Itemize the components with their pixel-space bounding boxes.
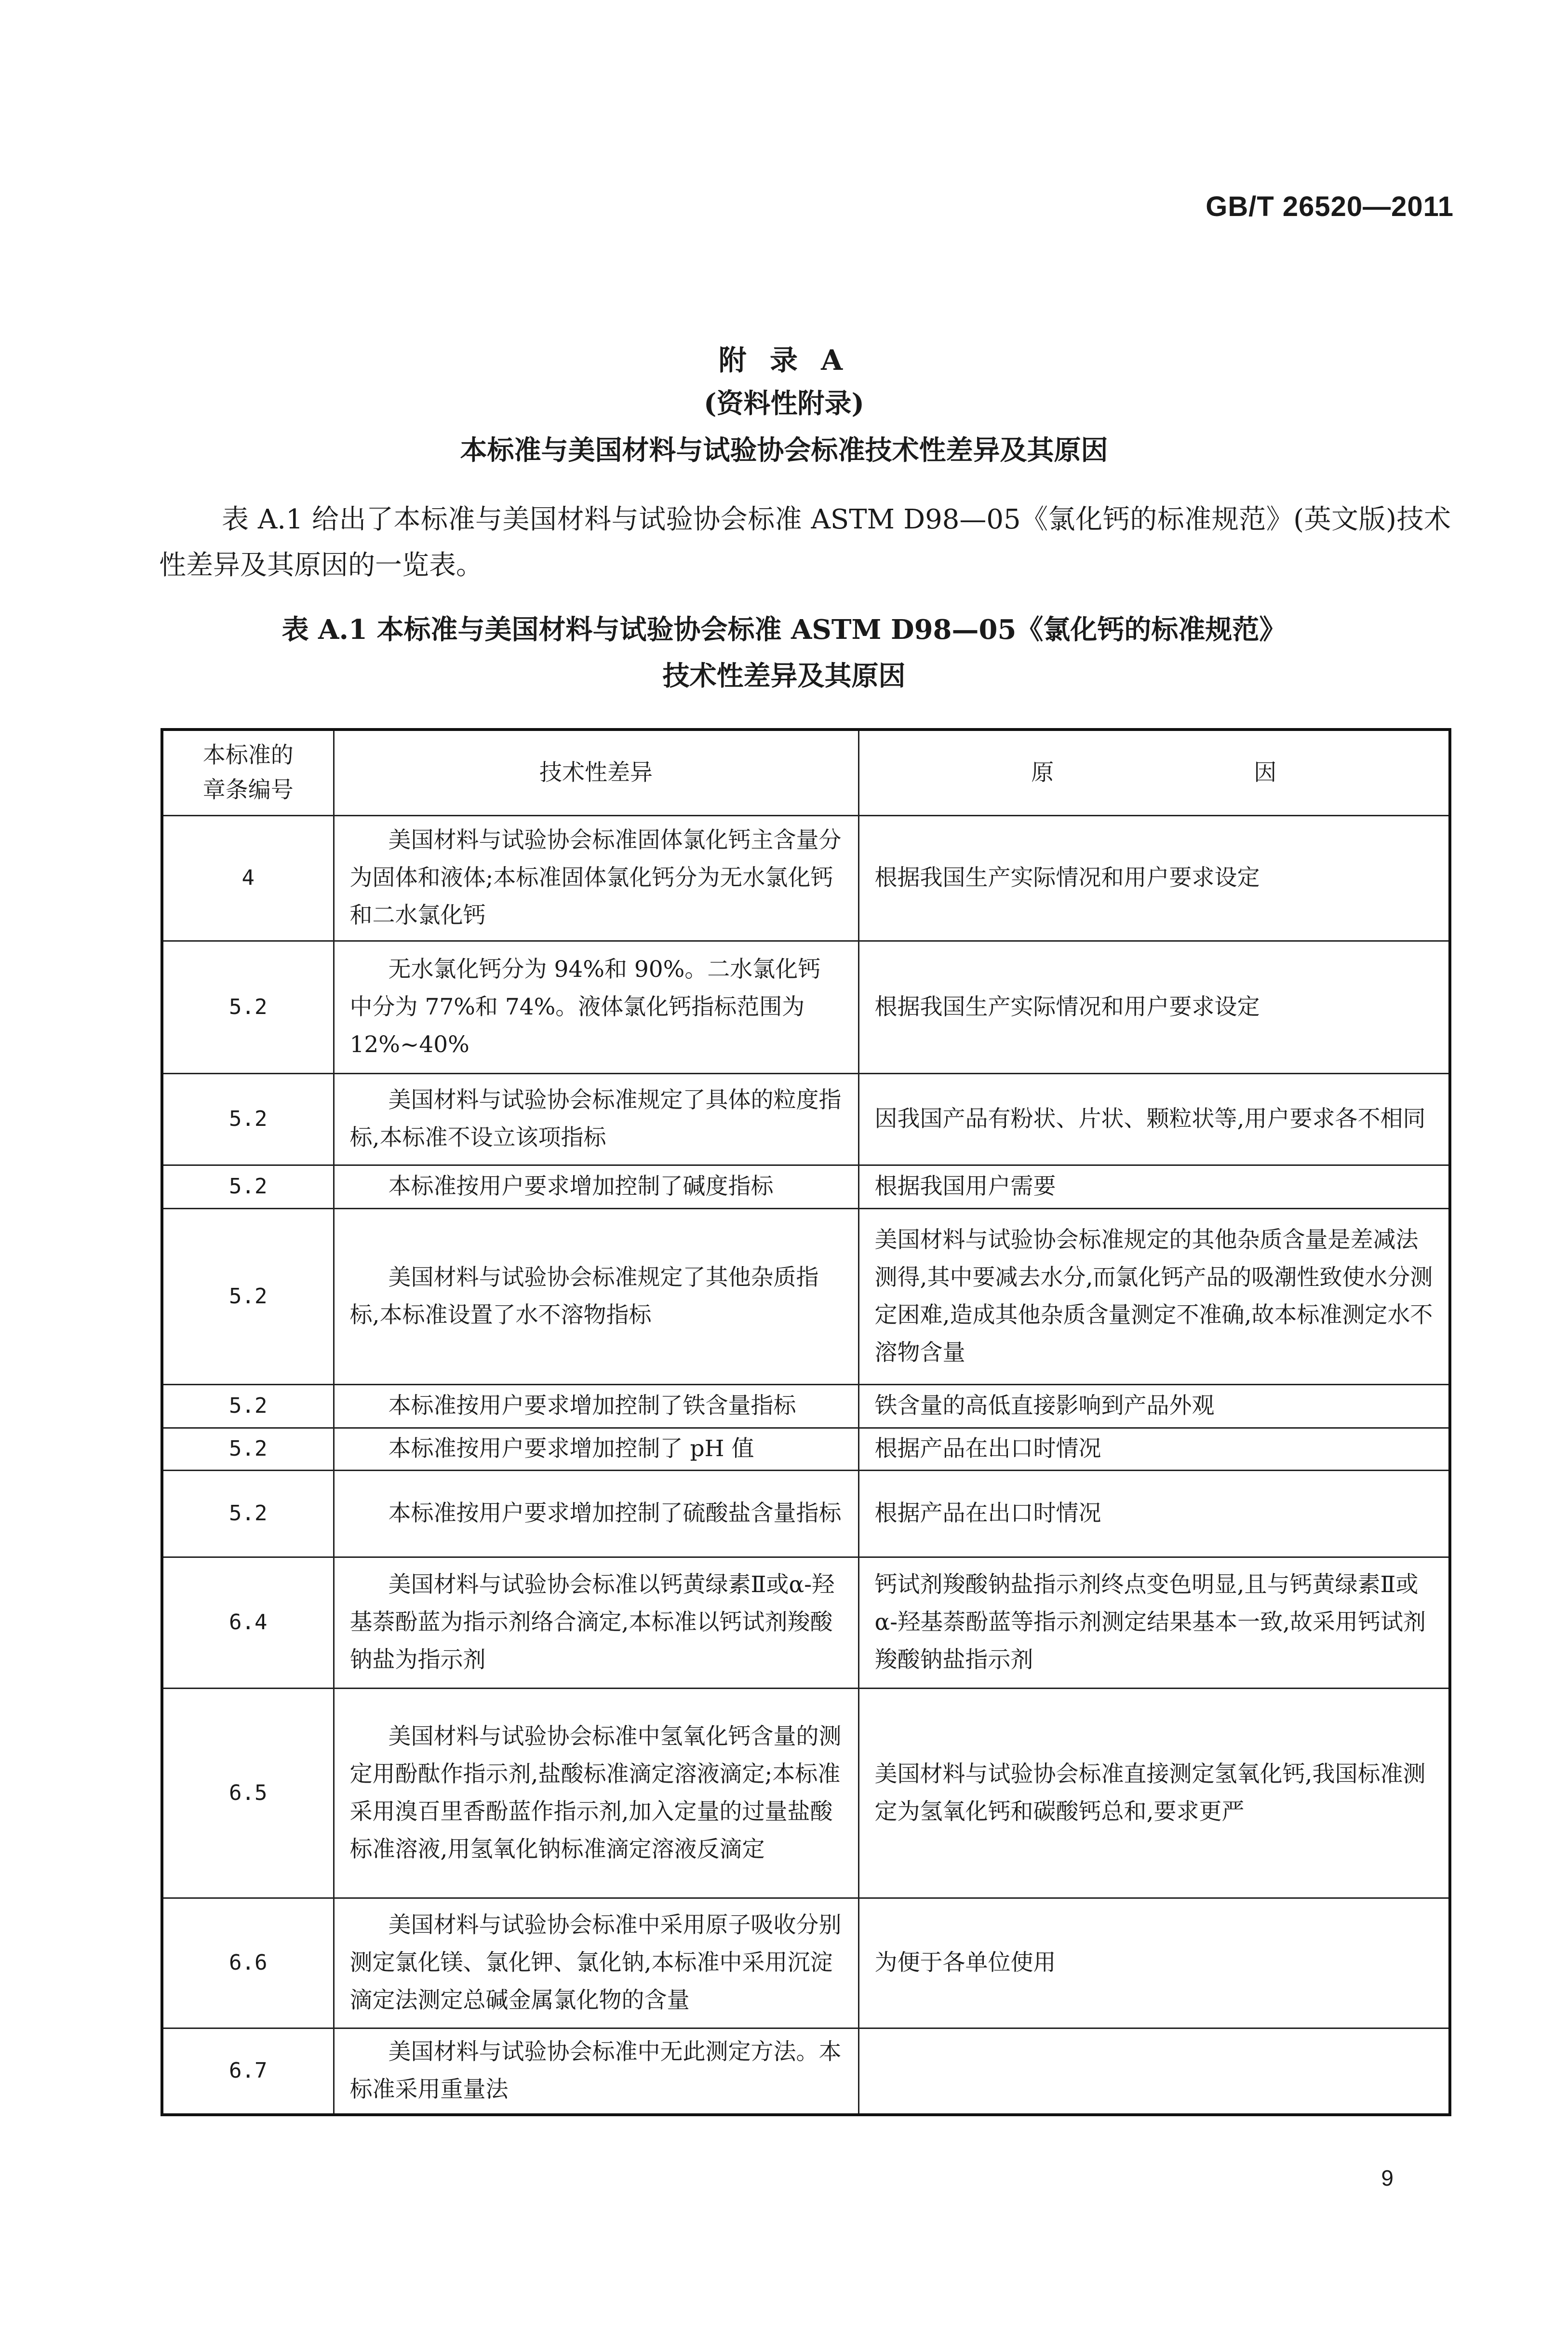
header-reason-label: 原 因: [1031, 759, 1373, 786]
cell-reason: 铁含量的高低直接影响到产品外观: [858, 1384, 1450, 1428]
table-row: [162, 815, 1450, 941]
cell-reason: 根据我国用户需要: [858, 1165, 1450, 1208]
cell-difference: 本标准按用户要求增加控制了硫酸盐含量指标: [334, 1470, 858, 1557]
table-row: [162, 1688, 1450, 1898]
appendix-heading: 本标准与美国材料与试验协会标准技术性差异及其原因: [460, 434, 1108, 466]
cell-difference: 美国材料与试验协会标准固体氯化钙主含量分为固体和液体;本标准固体氯化钙分为无水氯化钙和二水氯化钙: [334, 815, 858, 941]
table-row: [162, 1470, 1450, 1557]
cell-difference: 本标准按用户要求增加控制了铁含量指标: [334, 1384, 858, 1428]
cell-difference: 美国材料与试验协会标准中无此测定方法。本标准采用重量法: [334, 2028, 858, 2115]
table-row: [162, 2028, 1450, 2115]
cell-clause: 5.2: [162, 1165, 334, 1208]
header-clause: [162, 730, 334, 815]
header-reason: [858, 730, 1450, 815]
cell-clause: 5.2: [162, 1073, 334, 1165]
cell-reason: 美国材料与试验协会标准规定的其他杂质含量是差减法测得,其中要减去水分,而氯化钙产品的吸潮性致使水分测定困难,造成其他杂质含量测定不准确,故本标准测定水不溶物含量: [858, 1208, 1450, 1384]
cell-reason: 因我国产品有粉状、片状、颗粒状等,用户要求各不相同: [858, 1073, 1450, 1165]
cell-clause: 6.4: [162, 1557, 334, 1688]
header-clause-line2: 章条编号: [202, 776, 294, 803]
table-row: [162, 1898, 1450, 2028]
table-row: [162, 941, 1450, 1073]
cell-clause: 5.2: [162, 941, 334, 1073]
appendix-type: (资料性附录): [704, 388, 864, 419]
cell-reason: 为便于各单位使用: [858, 1898, 1450, 2028]
table-row: [162, 1165, 1450, 1208]
cell-clause: 6.5: [162, 1688, 334, 1898]
cell-reason: 钙试剂羧酸钠盐指示剂终点变色明显,且与钙黄绿素Ⅱ或α-羟基萘酚蓝等指示剂测定结果基本一致,故采用钙试剂羧酸钠盐指示剂: [858, 1557, 1450, 1688]
header-difference: 技术性差异: [334, 730, 858, 815]
intro-paragraph: 表 A.1 给出了本标准与美国材料与试验协会标准 ASTM D98—05《氯化钙的标准规范》(英文版)技术性差异及其原因的一览表。: [159, 504, 1451, 581]
cell-reason: 美国材料与试验协会标准直接测定氢氧化钙,我国标准测定为氢氧化钙和碳酸钙总和,要求更严: [858, 1688, 1450, 1898]
standard-number: GB/T 26520—2011: [1206, 191, 1454, 222]
table-row: [162, 1557, 1450, 1688]
cell-difference: 本标准按用户要求增加控制了碱度指标: [334, 1165, 858, 1208]
table-caption-line1: 表 A.1 本标准与美国材料与试验协会标准 ASTM D98—05《氯化钙的标准规范》: [281, 614, 1287, 646]
cell-difference: 美国材料与试验协会标准中氢氧化钙含量的测定用酚酞作指示剂,盐酸标准滴定溶液滴定;本标准采用溴百里香酚蓝作指示剂,加入定量的过量盐酸标准溶液,用氢氧化钠标准滴定溶液反滴定: [334, 1688, 858, 1898]
table-caption-line2: 技术性差异及其原因: [662, 660, 906, 692]
table-row: [162, 1428, 1450, 1470]
cell-difference: 美国材料与试验协会标准中采用原子吸收分别测定氯化镁、氯化钾、氯化钠,本标准中采用沉淀滴定法测定总碱金属氯化物的含量: [334, 1898, 858, 2028]
cell-clause: 4: [162, 815, 334, 941]
cell-reason: 根据产品在出口时情况: [858, 1428, 1450, 1470]
appendix-title: 附 录 A: [718, 344, 850, 377]
cell-clause: 5.2: [162, 1470, 334, 1557]
cell-clause: 5.2: [162, 1384, 334, 1428]
page-number: 9: [1381, 2165, 1394, 2190]
difference-table: [161, 728, 1451, 2116]
cell-clause: 5.2: [162, 1428, 334, 1470]
cell-reason: [858, 2028, 1450, 2115]
header-clause-line1: 本标准的: [202, 742, 294, 769]
cell-difference: 美国材料与试验协会标准以钙黄绿素Ⅱ或α-羟基萘酚蓝为指示剂络合滴定,本标准以钙试剂羧酸钠盐为指示剂: [334, 1557, 858, 1688]
cell-difference: 本标准按用户要求增加控制了 pH 值: [334, 1428, 858, 1470]
cell-clause: 6.6: [162, 1898, 334, 2028]
cell-difference: 美国材料与试验协会标准规定了具体的粒度指标,本标准不设立该项指标: [334, 1073, 858, 1165]
table-row: [162, 1073, 1450, 1165]
cell-clause: 6.7: [162, 2028, 334, 2115]
table-row: [162, 1208, 1450, 1384]
table-row: [162, 1384, 1450, 1428]
cell-reason: 根据我国生产实际情况和用户要求设定: [858, 941, 1450, 1073]
cell-clause: 5.2: [162, 1208, 334, 1384]
cell-difference: 无水氯化钙分为 94%和 90%。二水氯化钙中分为 77%和 74%。液体氯化钙指标范围为 12%~40%: [334, 941, 858, 1073]
cell-reason: 根据产品在出口时情况: [858, 1470, 1450, 1557]
cell-difference: 美国材料与试验协会标准规定了其他杂质指标,本标准设置了水不溶物指标: [334, 1208, 858, 1384]
cell-reason: 根据我国生产实际情况和用户要求设定: [858, 815, 1450, 941]
